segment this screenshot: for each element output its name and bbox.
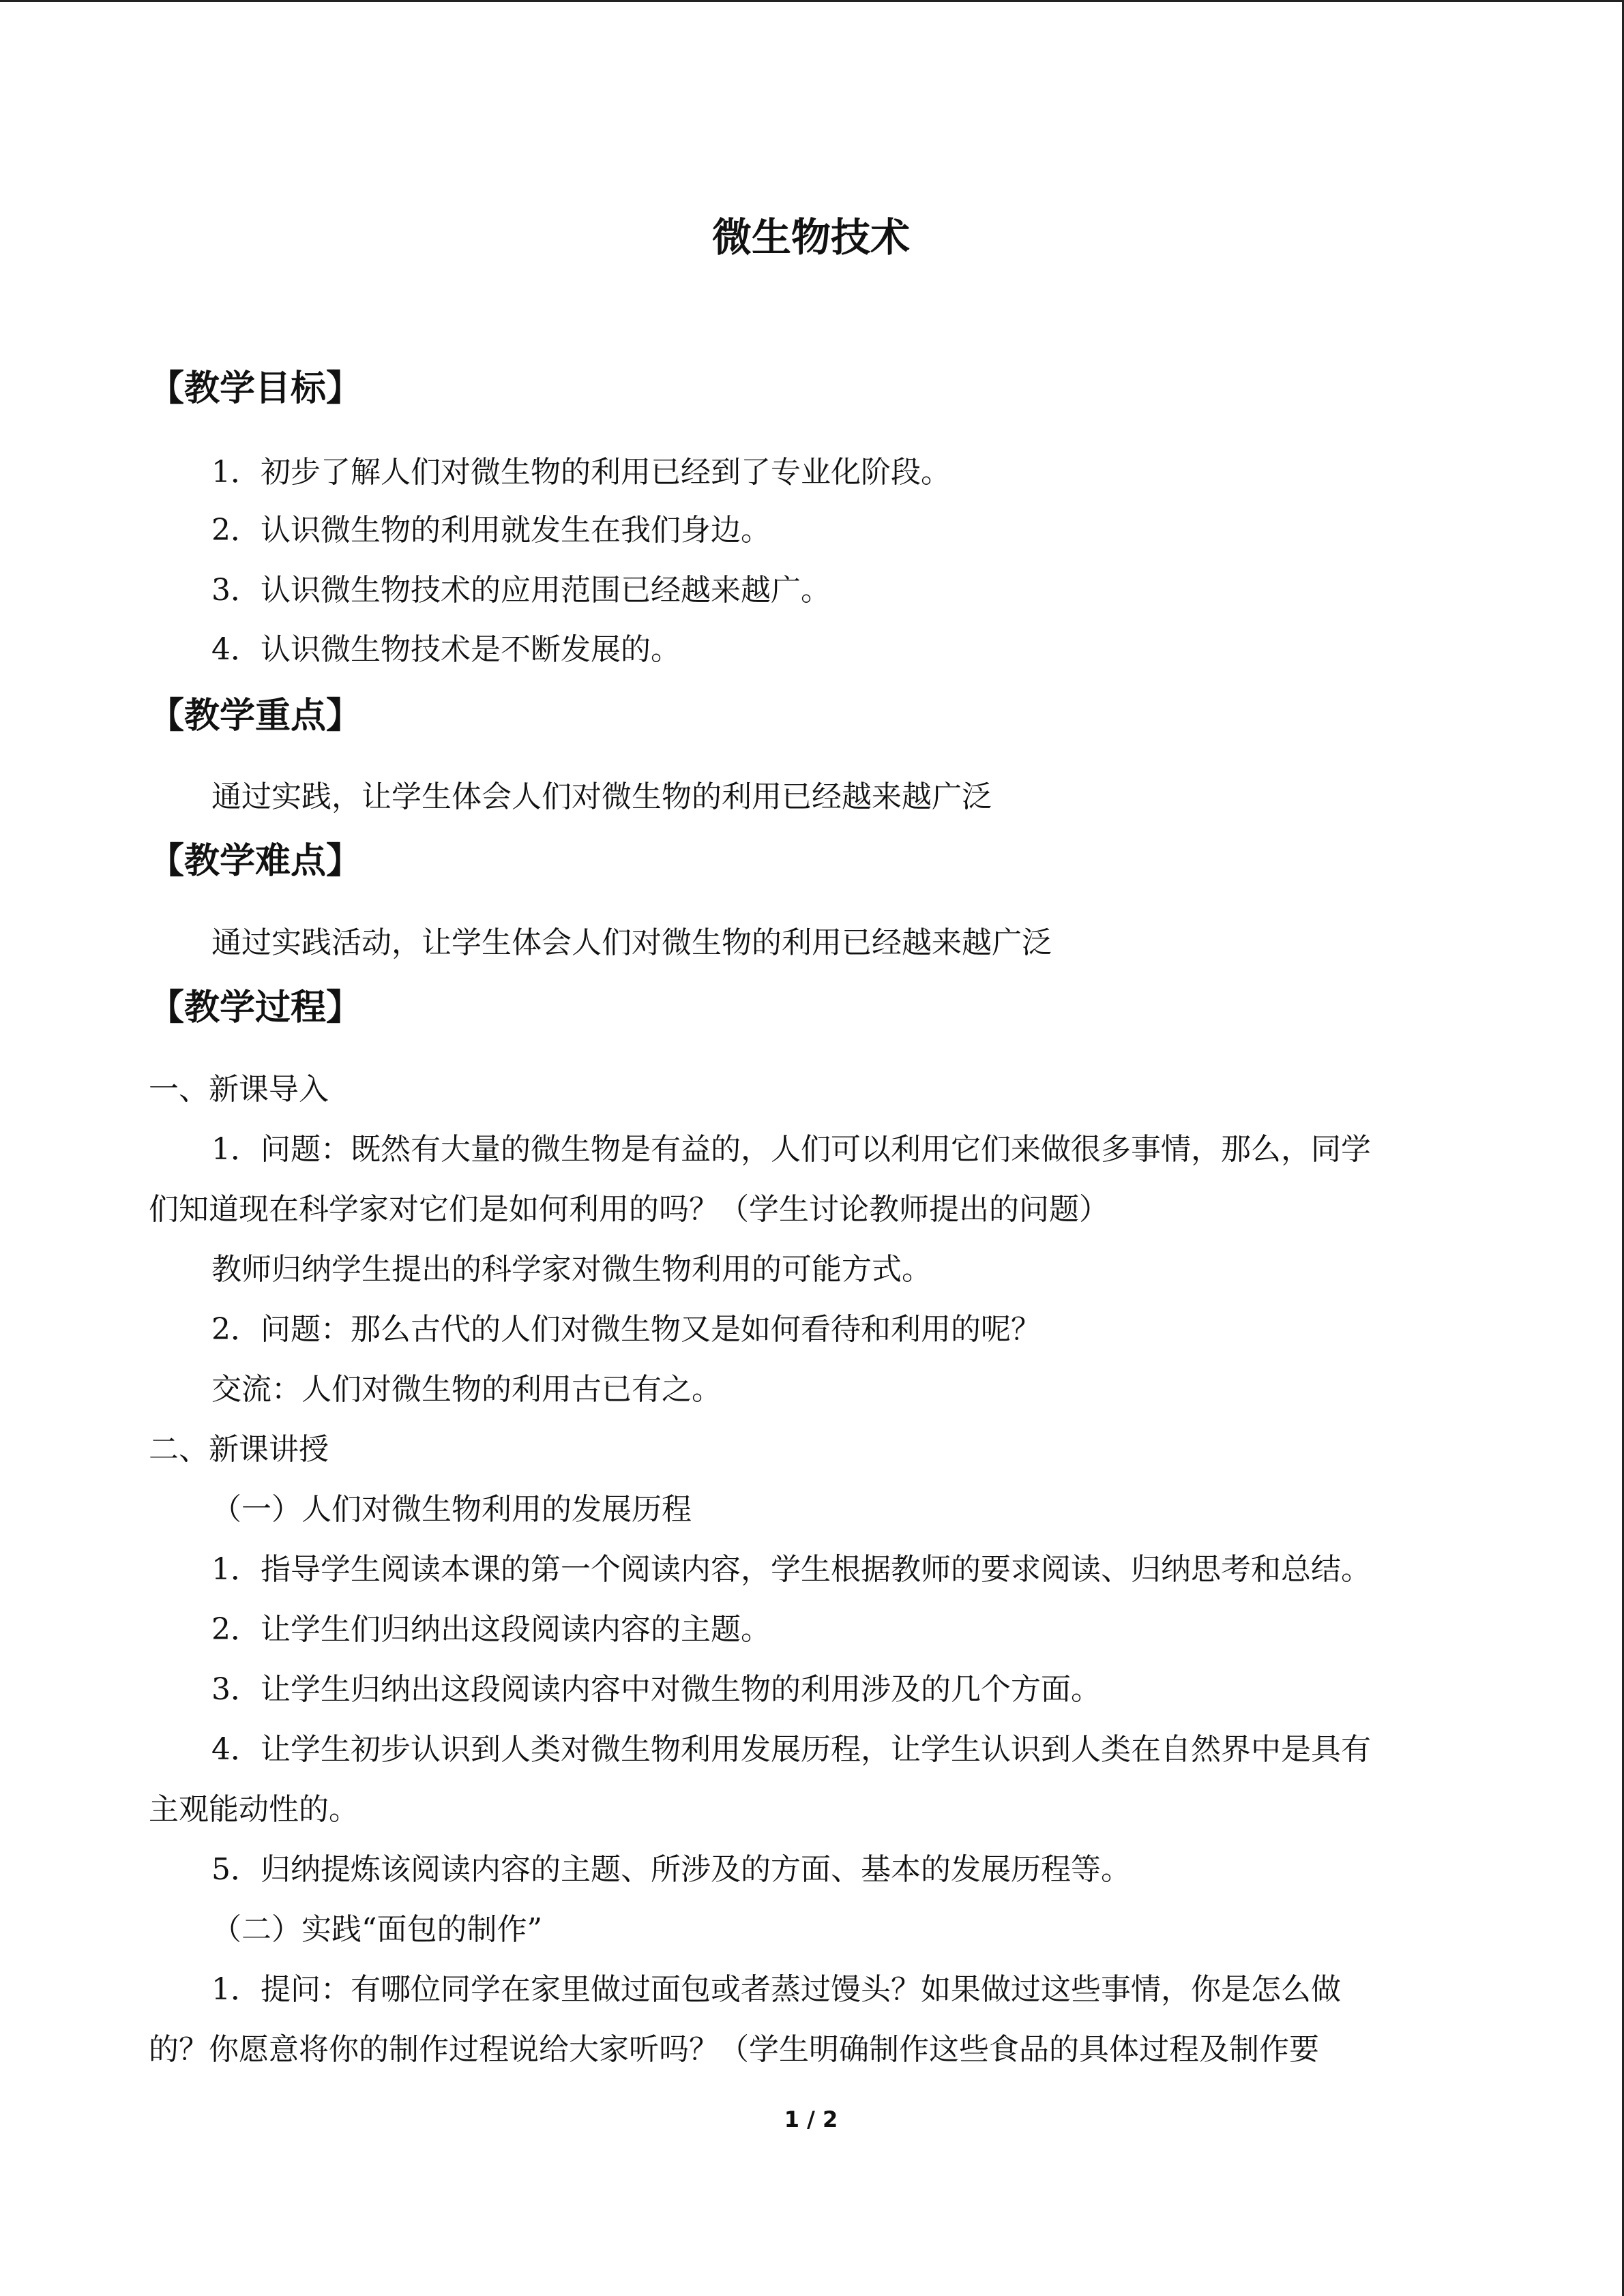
objective-item-3: 3．认识微生物技术的应用范围已经越来越广。 — [211, 573, 831, 608]
process-line: 4．让学生初步认识到人类对微生物利用发展历程，让学生认识到人类在自然界中是具有 — [211, 1732, 1371, 1767]
process-line: 1．指导学生阅读本课的第一个阅读内容，学生根据教师的要求阅读、归纳思考和总结。 — [211, 1552, 1371, 1587]
process-line-subsection-2: （二）实践“面包的制作” — [211, 1912, 542, 1947]
objective-item-4: 4．认识微生物技术是不断发展的。 — [211, 632, 681, 667]
process-line: 教师归纳学生提出的科学家对微生物利用的可能方式。 — [211, 1252, 932, 1287]
objective-item-1: 1．初步了解人们对微生物的利用已经到了专业化阶段。 — [211, 455, 951, 490]
process-line-new-lesson-teaching: 二、新课讲授 — [149, 1432, 329, 1467]
objectives-heading: 【教学目标】 — [149, 368, 362, 409]
process-line-new-lesson-intro: 一、新课导入 — [149, 1072, 329, 1107]
process-line: 2．让学生们归纳出这段阅读内容的主题。 — [211, 1612, 771, 1647]
process-line: 2．问题：那么古代的人们对微生物又是如何看待和利用的呢？ — [211, 1312, 1041, 1347]
process-line: 的？你愿意将你的制作过程说给大家听吗？（学生明确制作这些食品的具体过程及制作要 — [149, 2032, 1319, 2067]
difficulties-heading: 【教学难点】 — [149, 841, 362, 882]
objective-item-2: 2．认识微生物的利用就发生在我们身边。 — [211, 513, 771, 548]
process-line-subsection-1: （一）人们对微生物利用的发展历程 — [211, 1492, 692, 1527]
key-points-heading: 【教学重点】 — [149, 696, 362, 736]
process-line: 5．归纳提炼该阅读内容的主题、所涉及的方面、基本的发展历程等。 — [211, 1852, 1131, 1887]
process-line: 1．问题：既然有大量的微生物是有益的，人们可以利用它们来做很多事情，那么，同学 — [211, 1132, 1371, 1167]
process-line: 3．让学生归纳出这段阅读内容中对微生物的利用涉及的几个方面。 — [211, 1672, 1101, 1707]
process-line: 主观能动性的。 — [149, 1792, 359, 1827]
page-number: 1 / 2 — [784, 2106, 838, 2132]
process-line: 1．提问：有哪位同学在家里做过面包或者蒸过馒头？如果做过这些事情，你是怎么做 — [211, 1972, 1341, 2007]
difficulties-text: 通过实践活动，让学生体会人们对微生物的利用已经越来越广泛 — [211, 925, 1052, 960]
process-line: 交流：人们对微生物的利用古已有之。 — [211, 1372, 722, 1407]
process-line: 们知道现在科学家对它们是如何利用的吗？（学生讨论教师提出的问题） — [149, 1192, 1109, 1227]
document-title: 微生物技术 — [711, 214, 910, 260]
process-heading: 【教学过程】 — [149, 987, 362, 1028]
key-points-text: 通过实践，让学生体会人们对微生物的利用已经越来越广泛 — [211, 779, 992, 814]
